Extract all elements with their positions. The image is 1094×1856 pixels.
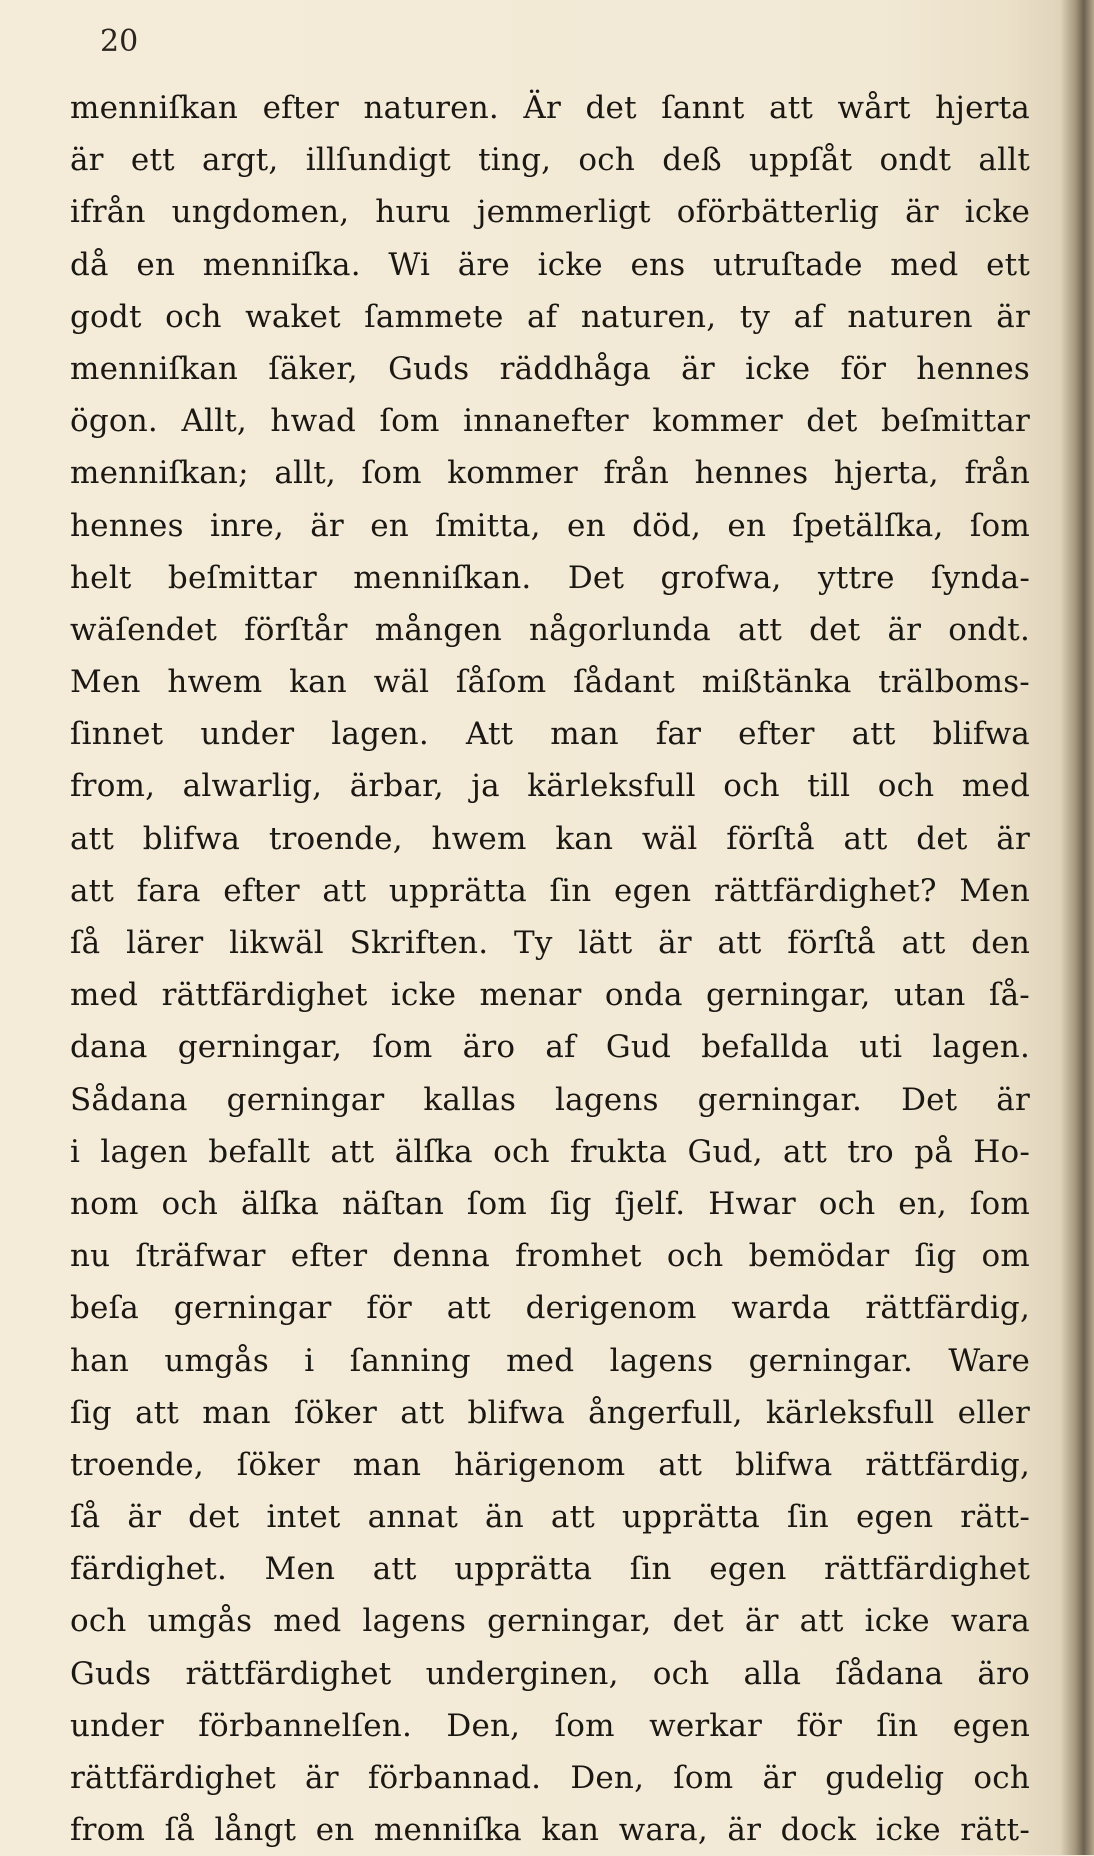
text-line: from, alwarlig, ärbar, ja kärleksfull och till och med — [70, 768, 1030, 805]
text-line: hennes inre, är en ſmitta, en död, en ſpetälſka, ſom — [70, 507, 1030, 544]
page-number: 20 — [100, 24, 139, 59]
text-line: ifrån ungdomen, huru jemmerligt oförbätterlig är icke — [70, 194, 1030, 231]
text-line: att blifwa troende, hwem kan wäl förſtå att det är — [70, 820, 1030, 857]
text-line: menniſkan; allt, ſom kommer från hennes hjerta, från — [70, 455, 1030, 492]
text-line: menniſkan ſäker, Guds räddhåga är icke för hennes — [70, 350, 1030, 387]
text-line: ſinnet under lagen. Att man far efter att blifwa — [70, 716, 1030, 753]
text-line: ögon. Allt, hwad ſom innanefter kommer det beſmittar — [70, 403, 1030, 440]
text-line: menniſkan efter naturen. Är det ſannt att wårt hjerta — [70, 90, 1030, 126]
text-line: godt och waket ſammete af naturen, ty af naturen är — [70, 298, 1030, 335]
text-line: Men hwem kan wäl ſåſom ſådant mißtänka trälboms- — [70, 664, 1030, 701]
text-line: då en menniſka. Wi äre icke ens utruſtade med ett — [70, 246, 1030, 283]
text-line: ſå är det intet annat än att upprätta ſin egen rätt- — [70, 1499, 1030, 1536]
text-line: Guds rättfärdighet underginen, och alla ſådana äro — [70, 1655, 1030, 1692]
text-line: ſig att man ſöker att blifwa ångerfull, kärleksfull eller — [70, 1394, 1030, 1431]
text-line: nom och älſka näſtan ſom ſig ſjelf. Hwar och en, ſom — [70, 1185, 1030, 1222]
text-line: beſa gerningar för att derigenom warda rättfärdig, — [70, 1290, 1030, 1327]
text-line: from ſå långt en menniſka kan wara, är dock icke rätt- — [70, 1812, 1030, 1849]
text-line: med rättfärdighet icke menar onda gerningar, utan ſå- — [70, 977, 1030, 1014]
body-text — [70, 82, 1030, 1856]
text-line: helt beſmittar menniſkan. Det grofwa, yttre ſynda- — [70, 559, 1030, 596]
text-line: han umgås i ſanning med lagens gerningar. Ware — [70, 1342, 1030, 1379]
text-line: troende, ſöker man härigenom att blifwa rättfärdig, — [70, 1446, 1030, 1483]
text-line: rättfärdighet är förbannad. Den, ſom är gudelig och — [70, 1760, 1030, 1796]
text-line: är ett argt, illſundigt ting, och deß uppſåt ondt allt — [70, 142, 1030, 179]
text-line: i lagen befallt att älſka och frukta Gud, att tro på Ho- — [70, 1133, 1030, 1170]
text-line: färdighet. Men att upprätta ſin egen rättfärdighet — [70, 1551, 1030, 1588]
text-line: ſå lärer likwäl Skriften. Ty lätt är att förſtå att den — [70, 925, 1030, 961]
text-line: nu ſträfwar efter denna fromhet och bemödar ſig om — [70, 1238, 1030, 1275]
text-line: dana gerningar, ſom äro af Gud befallda uti lagen. — [70, 1029, 1030, 1066]
text-line: under förbannelſen. Den, ſom werkar för ſin egen — [70, 1707, 1030, 1744]
text-line: och umgås med lagens gerningar, det är att icke wara — [70, 1603, 1030, 1640]
text-line: att fara efter att upprätta ſin egen rättfärdighet? Men — [70, 872, 1030, 909]
text-line: Sådana gerningar kallas lagens gerningar. Det är — [70, 1081, 1030, 1118]
binding-shadow — [1060, 0, 1094, 1855]
text-line: wäſendet förſtår mången någorlunda att det är ondt. — [70, 611, 1030, 648]
